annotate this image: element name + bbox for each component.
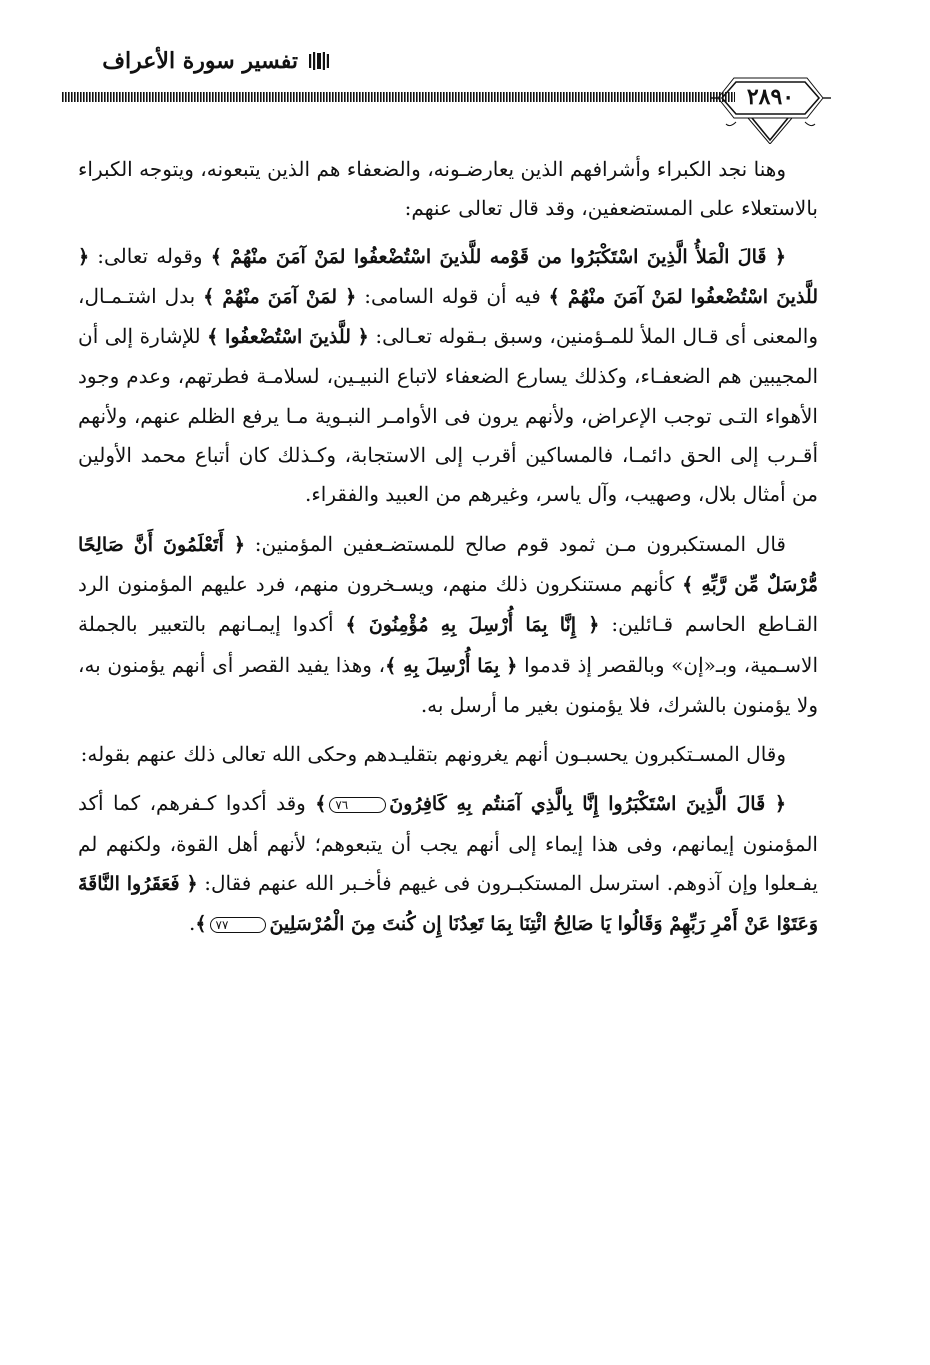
paragraph-text: كأنهم مستنكرون ذلك منهم، ويسـخرون منهم، فرد عليهم المؤمنون الرد القـاطع الحاسم قـائلين: <box>78 571 819 637</box>
quran-quote: ﴿ فَعَقَرُوا النَّاقَةَ وَعَتَوْا عَنْ أَمْرِ رَبِّهِمْ وَقَالُوا يَا صَالِحُ ائْتِنَا بِمَا تَعِدُنَا إِن كُنتَ مِنَ الْمُرْسَلِينَ <box>78 873 818 936</box>
verse-number: ٧٧ <box>210 917 267 933</box>
page-number-badge <box>708 62 833 144</box>
quran-quote: ﴿ لمَنْ آمَنَ منْهُمْ ﴾ <box>203 285 357 308</box>
paragraph <box>78 237 818 515</box>
paragraph-text: وهنا نجد الكبراء وأشرافهم الذين يعارضـونه، والضعفاء هم الذين يتبعونه، ويتوجه الكبراء بالاستعلاء على المستضعفين، وقد قال تعالى عنهم: <box>78 157 818 221</box>
quran-quote: ﴿ بِمَا أُرْسِلَ بِهِ ﴾ <box>385 654 518 677</box>
verse-number: ٧٦ <box>329 797 386 813</box>
running-title: تفسير سورة الأعراف <box>102 48 298 74</box>
quran-quote: ﴿ للَّذينَ اسْتُضْعفُوا لمَنْ آمَنَ منْهُمْ ﴾ <box>78 245 819 308</box>
quran-quote: ﴿ أَتَعْلَمُونَ أَنَّ صَالِحًا مُّرْسَلٌ مِّن رَّبِّهِ ﴾ <box>78 533 818 596</box>
paragraph-text: ، وهذا يفيد القصر أى أنهم يؤمنون به، ولا يؤمنون بالشرك، فلا يؤمنون بغير ما أرسل به. <box>78 652 818 717</box>
quran-quote: ﴾ <box>315 793 327 816</box>
paragraph <box>78 525 818 725</box>
paragraph <box>78 735 818 774</box>
header-ornament-icon <box>308 52 330 70</box>
paragraph-text: للإشارة إلى أن المجيبين هم الضعفـاء، وكذلك يسارع الضعفاء لاتباع النبيـين، لسلامـة فطرتهم، وعدم وجود الأهواء التـى توجب الإعراض، ولأنهم يرون فى الأوامـر النبـوية مـا يرفع الظلم عنهم، ولأنهم أقـرب إلى الحق دائمـا، فالمساكين أقرب إلى الاستجابة، وكـذلك كان أتباع محمد الأولين من أمثال بلال، وصهيب، وآل ياسر، وغيرهم من العبيد والفقراء. <box>78 324 818 507</box>
quran-quote: ﴿ إِنَّا بِمَا أُرْسِلَ بِهِ مُؤْمِنُونَ ﴾ <box>345 614 600 637</box>
paragraph-text: قال المستكبرون مـن ثمود قوم صالح للمستضـعفين المؤمنين: <box>244 531 786 556</box>
paragraph-text: وقال المسـتكبرون يحسبـون أنهم يغرونهم بتقليـدهم وحكى الله تعالى ذلك عنهم بقوله: <box>80 742 786 767</box>
paragraph-text: بدل اشتـمـال، والمعنى أى قـال الملأ للمـؤمنين، وسبق بـقوله تعـالى: <box>78 283 818 349</box>
quran-quote: ﴿ للَّذينَ اسْتُضْعفُوا ﴾ <box>207 326 369 349</box>
quran-quote: ﴿ قَالَ الْمَلأُ الَّذِينَ اسْتَكْبَرُوا من قَوْمه للَّذينَ اسْتُضْعفُوا لمَنْ آمَنَ منْهُمْ ﴾ <box>210 245 786 268</box>
paragraph-text: أكدوا إيمـانهم بالتعبير بالجملة الاسـمية، وبـ«إن» وبالقصر إذ قدموا <box>78 612 818 677</box>
body-text <box>78 150 818 953</box>
paragraph <box>78 784 818 944</box>
header-rule <box>62 92 735 102</box>
quran-quote: ﴾ <box>195 913 207 936</box>
paragraph-text: وقوله تعالى: <box>89 243 211 268</box>
paragraph <box>78 150 818 229</box>
quran-quote: ﴿ قَالَ الَّذِينَ اسْتَكْبَرُوا إِنَّا بِالَّذِي آمَنتُم بِهِ كَافِرُونَ <box>389 793 786 816</box>
page-header <box>102 48 330 74</box>
paragraph-text: فيه أن قوله السامى: <box>356 283 549 308</box>
paragraph-text: وقد أكدوا كـفرهم، كما أكد المؤمنون إيمانهم، وفى هذا إيماء إلى أنهم يجب أن يتبعوهم؛ لأنهم أهل القوة، ولكنهم لم يفـعلوا وإن آذوهم. استرسل المستكبـرون فى غيهم فأخـبر الله عنهم فقال: <box>78 791 818 896</box>
page-number: ٢٨٩٠ <box>746 84 795 110</box>
paragraph-text: . <box>189 911 196 936</box>
